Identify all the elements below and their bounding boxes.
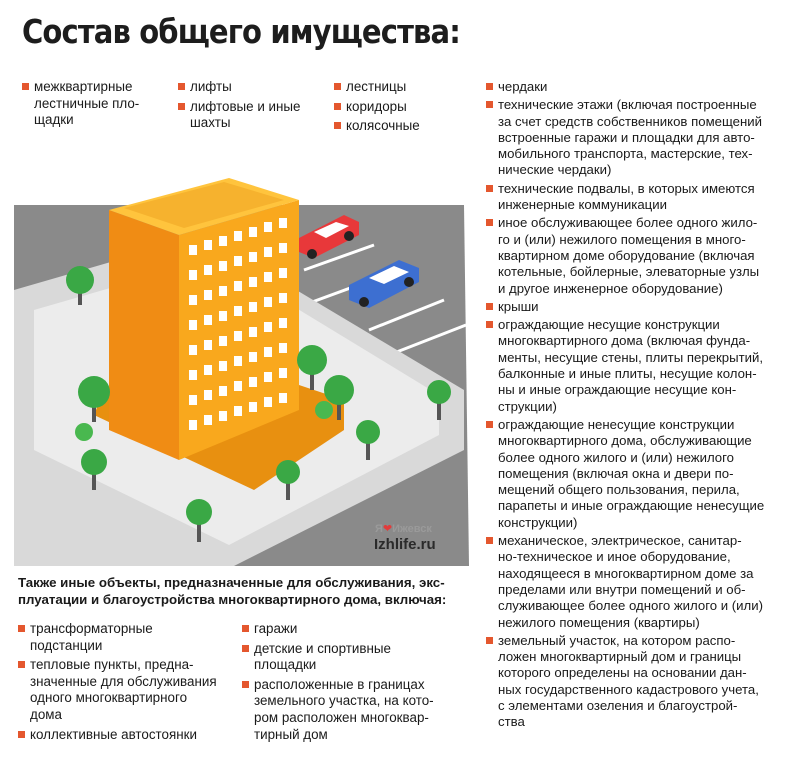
list-item-text: коллективные автостоянки	[30, 726, 197, 742]
other-list-col1	[18, 621, 238, 746]
list-item-text: механическое, электрическое, санитар- но-техническое и иное оборудование, находящееся в многоквартирном доме за пределами или внутри помещений и об- служивающее более одного жилого и (или) нежилого помещения (квартиры)	[498, 533, 763, 630]
top-list-col2	[178, 79, 328, 135]
list-item-text: межквартирные лестничные пло- щадки	[34, 79, 140, 128]
watermark-site: Izhlife.ru	[374, 536, 436, 553]
list-item	[334, 99, 474, 116]
bullet-square-icon	[242, 645, 249, 652]
list-item-text: ограждающие несущие конструкции многоквартирного дома (включая фунда- менты, несущие стены, плиты перекрытий, балконные и иные плиты, несущие колон- ны и иные ограждающие несущие кон- струкции)	[498, 317, 764, 414]
list-item-text: технические этажи (включая построенные за счет средств собственников помещений встроенные гаражи и площадки для авто- мобильного транспорта, мастерские, тех- нические чердаки)	[498, 97, 763, 178]
watermark-top: Я❤Ижевск	[375, 523, 432, 535]
bullet-square-icon	[242, 625, 249, 632]
bullet-square-icon	[486, 219, 493, 226]
list-item	[486, 181, 792, 214]
right-list	[486, 79, 792, 733]
list-item-text: трансформаторные подстанции	[30, 621, 153, 653]
list-item	[18, 727, 238, 744]
list-item-text: коридоры	[346, 98, 407, 114]
list-item	[242, 677, 462, 743]
list-item	[486, 633, 792, 731]
bullet-square-icon	[18, 731, 25, 738]
list-item	[18, 621, 238, 654]
list-item	[486, 299, 792, 315]
list-item	[334, 118, 474, 135]
bullet-square-icon	[486, 421, 493, 428]
list-item	[242, 621, 462, 638]
list-item	[242, 641, 462, 674]
bullet-square-icon	[486, 185, 493, 192]
list-item	[178, 99, 328, 132]
heart-icon: ❤	[382, 523, 393, 535]
list-item	[486, 417, 792, 531]
list-item	[486, 97, 792, 178]
bullet-square-icon	[334, 83, 341, 90]
list-item	[486, 317, 792, 415]
bullet-square-icon	[486, 637, 493, 644]
top-list-col3	[334, 79, 474, 138]
list-item-text: чердаки	[498, 79, 548, 94]
building-illustration	[14, 160, 474, 566]
bullet-square-icon	[22, 83, 29, 90]
list-item	[22, 79, 172, 129]
list-item-text: тепловые пункты, предна- значенные для обслуживания одного многоквартирного дома	[30, 657, 217, 722]
list-item-text: технические подвалы, в которых имеются инженерные коммуникации	[498, 180, 755, 213]
bullet-square-icon	[18, 661, 25, 668]
list-item-text: лифтовые и иные шахты	[190, 98, 301, 131]
list-item	[486, 215, 792, 296]
list-item-text: детские и спортивные площадки	[254, 640, 391, 673]
bullet-square-icon	[178, 83, 185, 90]
bullet-square-icon	[18, 625, 25, 632]
list-item	[334, 79, 474, 96]
other-list-col2	[242, 621, 462, 746]
list-item-text: иное обслуживающее более одного жило- го и (или) нежилого помещения в много- квартирном доме оборудование (включая котельные, бойлерные, элеваторные узлы и другое инженерное оборудование)	[498, 215, 760, 296]
bullet-square-icon	[334, 103, 341, 110]
list-item-text: расположенные в границах земельного участка, на кото- ром расположен многоквар- тирный дом	[254, 676, 434, 742]
top-list-col1	[22, 79, 172, 132]
bullet-square-icon	[486, 83, 493, 90]
bullet-square-icon	[178, 103, 185, 110]
also-heading: Также иные объекты, предназначенные для обслуживания, экс- плуатации и благоустройства многоквартирного дома, включая:	[18, 575, 447, 607]
building-left-face	[109, 210, 179, 460]
bullet-square-icon	[486, 303, 493, 310]
list-item-text: колясочные	[346, 118, 420, 134]
list-item	[486, 79, 792, 95]
list-item	[178, 79, 328, 96]
list-item	[486, 533, 792, 631]
list-item	[18, 657, 238, 723]
list-item-text: ограждающие ненесущие конструкции многоквартирного дома, обслуживающие более одного жилого и (или) нежилого помещения (включая окна и двери по- мещений общего пользования, перила, парапеты и иные ограждающие ненесущие конструкции)	[498, 416, 765, 530]
list-item-text: лестницы	[346, 79, 407, 94]
list-item-text: гаражи	[254, 621, 298, 636]
bullet-square-icon	[486, 537, 493, 544]
page-title: Состав общего имущества:	[22, 12, 460, 51]
bullet-square-icon	[486, 101, 493, 108]
list-item-text: крыши	[498, 298, 539, 314]
bullet-square-icon	[486, 321, 493, 328]
bullet-square-icon	[242, 681, 249, 688]
list-item-text: земельный участок, на котором распо- ложен многоквартирный дом и границы которого определены на основании дан- ных государственного кадастрового учета, с элементами озеления и благоустрой- ства	[498, 632, 759, 730]
bullet-square-icon	[334, 122, 341, 129]
list-item-text: лифты	[190, 79, 232, 94]
